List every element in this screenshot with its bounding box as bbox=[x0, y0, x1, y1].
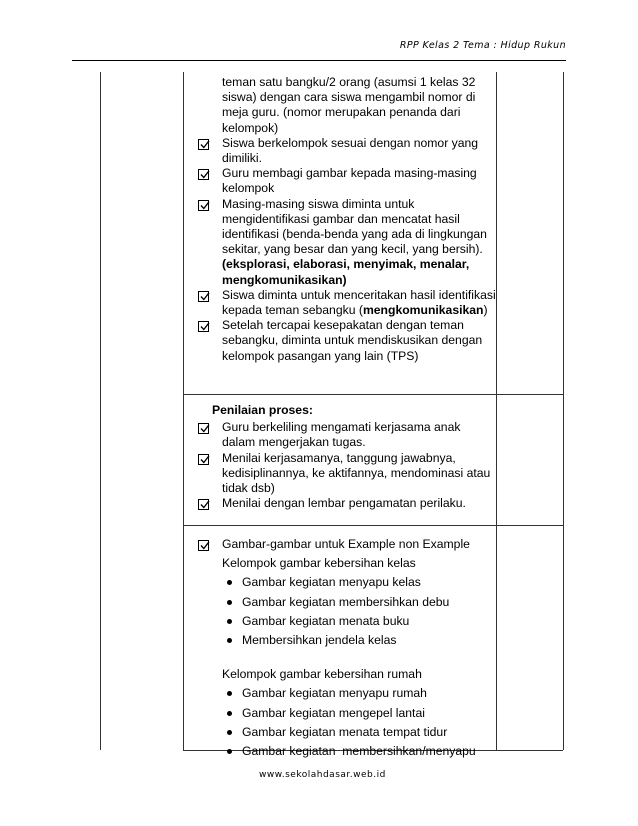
table-row-divider bbox=[183, 394, 563, 395]
group-title: Kelompok gambar kebersihan rumah bbox=[222, 667, 422, 682]
list-item: Siswa diminta untuk menceritakan hasil identifikasi kepada teman sebangku (mengkomunikasikan) bbox=[196, 288, 496, 318]
bullet-icon bbox=[227, 580, 232, 585]
bullet-icon bbox=[227, 711, 232, 716]
table-column-divider bbox=[183, 72, 184, 750]
list-item: Menilai dengan lembar pengamatan perilaku. bbox=[196, 496, 496, 511]
bullet-item: Gambar kegiatan menyapu rumah bbox=[196, 686, 496, 701]
section-heading: Penilaian proses: bbox=[212, 403, 313, 417]
bullet-item: Membersihkan jendela kelas bbox=[196, 633, 496, 648]
checkbox-icon bbox=[198, 321, 209, 332]
list-item: Setelah tercapai kesepakatan dengan teman sebangku, diminta untuk mendiskusikan dengan kelompok pasangan yang lain (TPS) bbox=[196, 318, 496, 364]
checkbox-icon bbox=[198, 454, 209, 465]
bullet-icon bbox=[227, 600, 232, 605]
bullet-icon bbox=[227, 691, 232, 696]
header-divider bbox=[72, 60, 566, 61]
checkbox-icon bbox=[198, 139, 209, 150]
bullet-icon bbox=[227, 730, 232, 735]
checkbox-icon bbox=[198, 499, 209, 510]
bullet-item: Gambar kegiatan membersihkan debu bbox=[196, 595, 496, 610]
table-row-divider bbox=[183, 525, 563, 526]
list-item: Guru berkeliling mengamati kerjasama anak dalam mengerjakan tugas. bbox=[196, 420, 496, 450]
bullet-item: Gambar kegiatan membersihkan/menyapu bbox=[196, 744, 496, 759]
page-header: RPP Kelas 2 Tema : Hidup Rukun bbox=[399, 40, 566, 51]
list-item: Guru membagi gambar kepada masing-masing kelompok bbox=[196, 166, 496, 196]
activity-steps-cell bbox=[196, 75, 496, 364]
list-item: Siswa berkelompok sesuai dengan nomor yang dimiliki. bbox=[196, 136, 496, 166]
bullet-icon bbox=[227, 749, 232, 754]
bullet-icon bbox=[227, 619, 232, 624]
bold-emphasis: mengkomunikasikan bbox=[362, 303, 484, 318]
checkbox-icon bbox=[198, 540, 209, 551]
bullet-icon bbox=[227, 638, 232, 643]
checkbox-icon bbox=[198, 291, 209, 302]
bullet-item: Gambar kegiatan menyapu kelas bbox=[196, 575, 496, 590]
list-item: Masing-masing siswa diminta untuk mengidentifikasi gambar dan mencatat hasil identifikasi (benda-benda yang ada di lingkungan sekitar, yang besar dan yang kecil, yang bersih). (eksplorasi, elaborasi, menyimak, menalar, mengkomunikasikan) bbox=[196, 197, 496, 288]
group-title: Kelompok gambar kebersihan kelas bbox=[222, 556, 416, 571]
bullet-item: Gambar kegiatan menata tempat tidur bbox=[196, 725, 496, 740]
checkbox-icon bbox=[198, 169, 209, 180]
media-cell bbox=[196, 537, 496, 759]
table-right-border bbox=[563, 72, 564, 750]
table-left-border bbox=[100, 72, 101, 750]
bullet-item: Gambar kegiatan mengepel lantai bbox=[196, 706, 496, 721]
list-item: Gambar-gambar untuk Example non Example bbox=[196, 537, 496, 552]
bold-emphasis: (eksplorasi, elaborasi, menyimak, menalar, mengkomunikasikan) bbox=[222, 257, 470, 287]
assessment-cell bbox=[196, 403, 496, 511]
bullet-item: Gambar kegiatan menata buku bbox=[196, 614, 496, 629]
continuation-text: teman satu bangku/2 orang (asumsi 1 kelas 32 siswa) dengan cara siswa mengambil nomor di meja guru. (nomor merupakan penanda dari kelompok) bbox=[222, 75, 476, 135]
table-column-divider bbox=[496, 72, 497, 750]
checkbox-icon bbox=[198, 423, 209, 434]
page-footer: www.sekolahdasar.web.id bbox=[259, 770, 386, 780]
checkbox-icon bbox=[198, 200, 209, 211]
list-item: Menilai kerjasamanya, tanggung jawabnya, kedisiplinannya, ke aktifannya, mendominasi atau tidak dsb) bbox=[196, 451, 496, 497]
